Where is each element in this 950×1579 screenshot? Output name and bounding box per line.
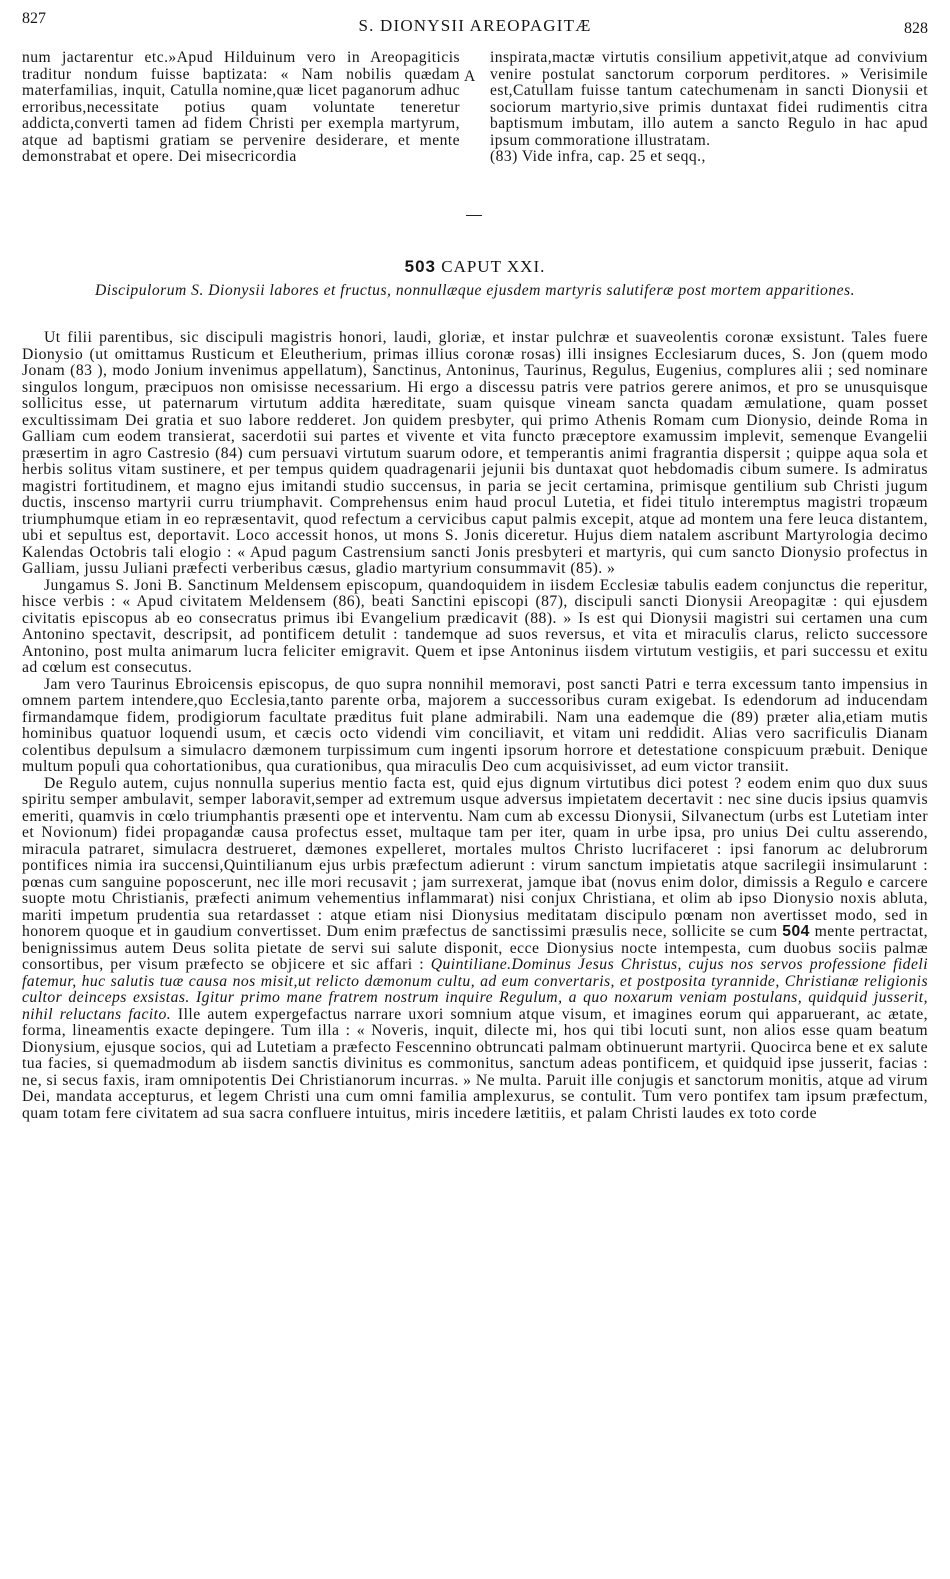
margin-letter-a: A — [464, 68, 476, 85]
chapter-subtitle: Discipulorum S. Dionysii labores et fructus, nonnullæque ejusdem martyris salutiferæ post mortem apparitiones. — [94, 282, 856, 299]
footnote-right-column — [490, 50, 928, 166]
footnotes-block — [22, 50, 928, 210]
paragraph-2: Jungamus S. Joni B. Sanctinum Meldensem episcopum, quandoquidem in iisdem Ecclesiæ tabulis eadem conjunctus die reperitur, hisce verbis : « Apud civitatem Meldensem (86), beati Sanctini episcopi (87), discipuli sancti Dionysii Areopagitæ : qui ejusdem civitatis episcopus ab eo consecratus primus ibi Evangelium prædicavit (88). » Is est qui Dionysii magistri sui certamen una cum Antonino spectavit, descripsit, ad pontificem detulit : tandemque ad suos reversus, et vita et miraculis clarus, relicto successore Antonino, post multa animarum lucra feliciter emigravit. Quem et ipse Antoninus iisdem virtutum vestigiis, et pari successu et exitu ad cœlum est consecutus. — [22, 576, 928, 676]
vision-speech: Quintiliane.Dominus Jesus Christus, cujus nos servos professione fideli fatemur, huc salutis tuæ causa nos misit,ut relicto dæmonum cultu, ad eum convertaris, et postposita tyrannide, Christianæ religionis cultor deinceps exsistas. Igitur primo mane fratrem nostrum inquire Regulum, a quo noxarum veniam postulans, quidquid jusserit, nihil reluctans facito. — [22, 956, 929, 1023]
page-number-right: 828 — [904, 20, 928, 37]
running-head: S. DIONYSII AREOPAGITÆ — [358, 16, 592, 35]
chapter-heading — [0, 257, 950, 277]
page-number-left: 827 — [22, 10, 46, 27]
paragraph-1: Ut filii parentibus, sic discipuli magistris honori, laudi, gloriæ, et instar pulchræ et suaveolentis coronæ exsistunt. Tales fuere Dionysio (ut omittamus Rusticum et Eleutherium, primas illius coronæ rosas) illi insignes Ecclesiarum duces, S. Jon (quem modo Jonam (83 ), modo Jonium invenimus appellatum), Sanctinus, Antoninus, Taurinus, Regulus, Eugenius, complures alii ; sed nominare singulos longum, præcipuos non omisisse necessarium. Hi ergo a discessu patris vere patrios gerere animos, et pro se unusquisque sollicitus esse, ut paternarum virtutum addita hæreditate, suam quisque vineam sancta quadam æmulatione, quam posset excultissimam Dei gratia et suo labore redderet. Jon quidem presbyter, qui primo Athenis Romam cum Dionysio, deinde Roma in Galliam cum eodem transierat, sacerdotii sui partes et vivente et vita functo præceptore examussim implevit, semenque Evangelii præsertim in agro Castresio (84) cum persuavi virtutum suarum odore, et temperantis animi fragrantia dispersit ; quippe aqua sola et herbis solitus vitam sustinere, et per tempus quidem quadragenarii jejunii bis duntaxat quot hebdomadis cibum sumere. Is admiratus magistri fortitudinem, et magno ejus imitandi studio succensus, in paria se jecit certamina, primisque gentilium sub Christi jugum ductis, inscenso martyrii curru triumphavit. Comprehensus enim haud procul Lutetia, et fidei titulo interemptus magistri tropæum triumphumque etiam in eo repræsentavit, quod refectum a cervicibus caput palmis excepit, atque ad montem una fere leuca distantem, ubi et sepultus est, deportavit. Loco accessit honos, ut mons S. Jonis diceretur. Hujus diem natalem ascribunt Martyrologia decimo Kalendas Octobris tali elogio : « Apud pagum Castrensium sancti Jonis presbyteri et martyris, qui cum sancto Dionysio profectus in Galliam, jussu Juliani præfecti verberibus cæsus, gladio martyrium consummavit (85). » — [22, 329, 928, 577]
paragraph-4 — [22, 776, 928, 1123]
footnote-left-column: num jactarentur etc.»Apud Hilduinum vero in Areopagiticis traditur nondum fuisse baptizata: « Nam nobilis quædam materfamilias, inquit, Catulla nomine,quæ licet paganorum adhuc erroribus,necessitate potius quam voluntate teneretur addicta,converti tamen ad fidem Christi per exempla martyrum, atque ad baptismi gratiam se pervenire desiderare, et mente demonstrabat et opere. Dei misecricordia — [22, 49, 460, 165]
paragraph-4-text-b: mente pertractat, benignissimus autem Deus solita pietate de servi sui salute disponit, ecce Dionysius nocte intempesta, cum duobus sociis palmæ consortibus, per visum præfecto se objicere et sic affari : — [22, 923, 928, 973]
paragraph-3: Jam vero Taurinus Ebroicensis episcopus, de quo supra nonnihil memoravi, post sancti Patri e terra excessum tanto impensius in omnem partem intendere,quo Ecclesia,tanto parente orba, majorem a successoribus curam exigebat. Is edendorum ad inducendam firmandamque fidem, prodigiorum facultate præditus fuit plane admirabili. Nam una eademque die (89) præter alia,etiam mutis hominibus quatuor loquendi usum, et cæcis octo videndi vim conciliavit, et vitam uni reddidit. Alias vero sacrificulis Dianam colentibus depulsum a simulacro dæmonem turpissimum cum ingenti ipsorum horrore et detestatione conspicuum præbuit. Denique multum populi qua cohortationibus, qua curationibus, qua miraculis Deo cum acquisivisset, ad eum victor transiit. — [22, 675, 928, 775]
chapter-title: CAPUT XXI. — [441, 257, 546, 276]
column-number: 503 — [404, 257, 436, 276]
page-header — [22, 10, 928, 38]
paragraph-4-text-c: Ille autem expergefactus narrare uxori somnium atque visum, et imagines eorum qui apparuerant, ac ætate, forma, lineamentis exacte depingere. Tum illa : « Noveris, inquit, dilecte mi, hos qui tibi locuti sunt, non alios esse quam beatum Dionysium, ejusque socios, qui ad Lutetiam a præfecto Fescennino obtruncati palmam obtinuerunt martyrii. Quocirca bene et ex salute tua facies, si quemadmodum ab iisdem sanctis divinitus es commonitus, sanctum adeas pontificem, et quidquid ipse jusserit, facias : ne, si secus faxis, iram omnipotentis Dei Christianorum incurras. » Ne multa. Paruit ille conjugis et sanctorum monitis, atque ad virum Dei, mandata accepturus, et legem Christi una cum omni familia amplexurus, se contulit. Tum vero pontifex tam ipsum præfectum, quam totam fere civitatem ad sua sacra confluere intuitus, miris incedere lætitiis, et palam Christi laudes ex toto corde — [22, 1005, 929, 1122]
column-number-504: 504 — [782, 923, 810, 940]
paragraph-4-text-a: De Regulo autem, cujus nonnulla superius mentio facta est, quid ejus dignum virtutibus dici potest ? eodem enim quo dux suus spiritu semper ambulavit, semper laboravit,semper ad extremum usque adversus impietatem decertavit : nec sine ducis ipsius quamvis emeriti, quamvis in cœlo triumphantis præsenti ope et interventu. Nam cum ab excessu Dionysii, Silvanectum (urbs est Lutetiam inter et Novionum) fidei propagandæ causa profectus esset, multaque tam per iter, quam in urbe ipsa, pro unius Dei cultu asserendo, miracula patraret, simulacra destrueret, dæmones expelleret, mortales multos Christo lucrifaceret : ipsi fanorum ac delubrorum pontifices nimia ira succensi,Quintilianum ejus urbis præfectum adierunt : virum sanctum impietatis atque sacrilegii insimularunt : pœnas cum sanguine poposcerunt, nec ille mori recusavit ; jam surrexerat, jamque ibat (novus enim dolor, dimissis a Regulo e carcere suopte motu Christianis, præfecti animum vehementius inflammarat) nisi conjux Christiana, et olim ab ipso Dionysio noxis abluta, mariti impetum prudentia sua retardasset : atque etiam nisi Dionysius meditatam discipulo pœnam non avertisset modo, sed in honorem quoque et in gaudium convertisset. Dum enim præfectus de sanctissimi præsulis nece, sollicite se cum — [22, 774, 928, 940]
footnote-right-text: inspirata,mactæ virtutis consilium appetivit,atque ad convivium venire postulat sanctorum corporum perditores. » Verisimile est,Catullam fuisse tantum catechumenam in sancti Dionysii et sociorum martyrio,sive primis duntaxat fidei rudimentis citra baptismum imbutam, illo autem a sancto Regulo in hac apud ipsum commoratione illustratam. — [490, 49, 928, 149]
section-divider — [466, 215, 482, 216]
footnote-83: (83) Vide infra, cap. 25 et seqq., — [490, 148, 706, 165]
chapter-body — [22, 330, 928, 1122]
